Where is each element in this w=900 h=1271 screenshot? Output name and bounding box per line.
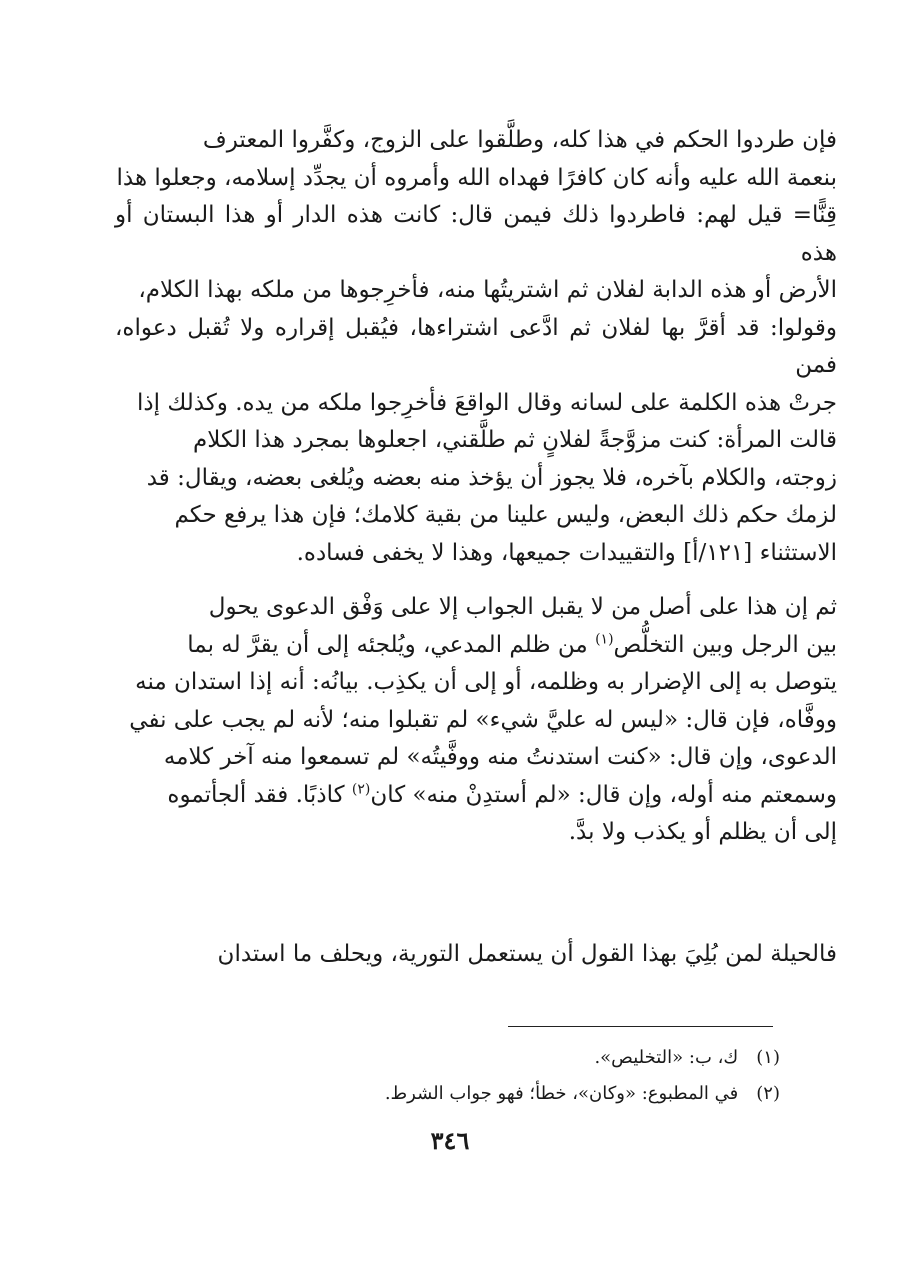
text-line-content: بين الرجل وبين التخلُّص xyxy=(613,631,837,658)
text-line: قالت المرأة: كنت مزوَّجةً لفلانٍ ثم طلَّقني، اجعلوها بمجرد هذا الكلام xyxy=(193,427,837,453)
text-line xyxy=(115,814,837,852)
text-line: الاستثناء [١٢١/أ] والتقييدات جميعها، وهذا لا يخفى فساده. xyxy=(296,539,837,566)
paragraph-2 xyxy=(115,589,837,852)
text-line: زوجته، والكلام بآخره، فلا يجوز أن يؤخذ منه بعضه ويُلغى بعضه، ويقال: قد xyxy=(146,464,837,491)
text-line: جرتْ هذه الكلمة على لسانه وقال الواقعَ فأخرِجوا ملكه من يده. وكذلك إذا xyxy=(137,389,837,416)
text-line-content: الدعوى، وإن قال: «كنت استدنتُ منه ووفَّيتُه» لم تسمعوا منه آخر كلامه xyxy=(163,744,837,770)
footnotes xyxy=(115,1040,780,1112)
text-line-content: إلى أن يظلم أو يكذب ولا بدَّ. xyxy=(568,819,837,845)
text-line xyxy=(115,627,837,665)
text-line xyxy=(115,739,837,777)
text-line-content: كاذبًا. فقد ألجأتموه xyxy=(167,781,352,808)
text-line-content: ثم إن هذا على أصل من لا يقبل الجواب إلا على وَفْق الدعوى يحول xyxy=(208,594,837,620)
footnote-marker-1[interactable]: (١) xyxy=(595,630,614,647)
text-line: فالحيلة لمن بُلِيَ بهذا القول أن يستعمل التورية، ويحلف ما استدان xyxy=(217,941,837,967)
footnote-text: ك، ب: «التخليص». xyxy=(594,1047,739,1068)
text-line: لزمك حكم ذلك البعض، وليس علينا من بقية كلامك؛ فإن هذا يرفع حكم xyxy=(174,502,837,528)
text-line: قِنًّا= قيل لهم: فاطردوا ذلك فيمن قال: كانت هذه الدار أو هذا البستان أو هذه xyxy=(115,202,837,266)
paragraph-3 xyxy=(115,936,837,974)
paragraph-1 xyxy=(115,122,837,572)
text-line: بنعمة الله عليه وأنه كان كافرًا فهداه الله وأمروه أن يجدِّد إسلامه، وجعلوا هذا xyxy=(116,164,837,191)
text-line xyxy=(115,589,837,627)
text-line: فإن طردوا الحكم في هذا كله، وطلَّقوا على الزوج، وكفَّروا المعترف xyxy=(202,127,837,153)
text-line xyxy=(115,777,837,815)
footnote-2 xyxy=(115,1076,780,1112)
footnote-marker-2[interactable]: (٢) xyxy=(351,780,371,797)
text-line-content: يتوصل به إلى الإضرار به وظلمه، أو إلى أن يكذِب. بيانُه: أنه إذا استدان منه xyxy=(135,669,837,695)
page-number: ٣٤٦ xyxy=(430,1126,470,1155)
text-line-content: من ظلم المدعي، ويُلجئه إلى أن يقرَّ له بما xyxy=(187,631,596,658)
footnote-number: (٢) xyxy=(756,1083,780,1104)
footnote-1 xyxy=(115,1040,780,1076)
text-line xyxy=(115,702,837,740)
footnote-number: (١) xyxy=(756,1047,780,1068)
text-line xyxy=(115,664,837,702)
text-line: الأرض أو هذه الدابة لفلان ثم اشتريتُها منه، فأخرِجوها من ملكه بهذا الكلام، xyxy=(138,277,837,303)
footnote-text: في المطبوع: «وكان»، خطأ؛ فهو جواب الشرط. xyxy=(384,1083,739,1104)
footnote-separator xyxy=(508,1026,773,1027)
text-line: وقولوا: قد أقرَّ بها لفلان ثم ادَّعى اشتراءها، فيُقبل إقراره ولا تُقبل دعواه، فمن xyxy=(115,314,837,378)
text-line-content: وسمعتم منه أوله، وإن قال: «لم أستدِنْ منه» كان xyxy=(370,781,837,808)
text-line-content: ووفَّاه، فإن قال: «ليس له عليَّ شيء» لم تقبلوا منه؛ لأنه لم يجب على نفي xyxy=(129,706,837,733)
